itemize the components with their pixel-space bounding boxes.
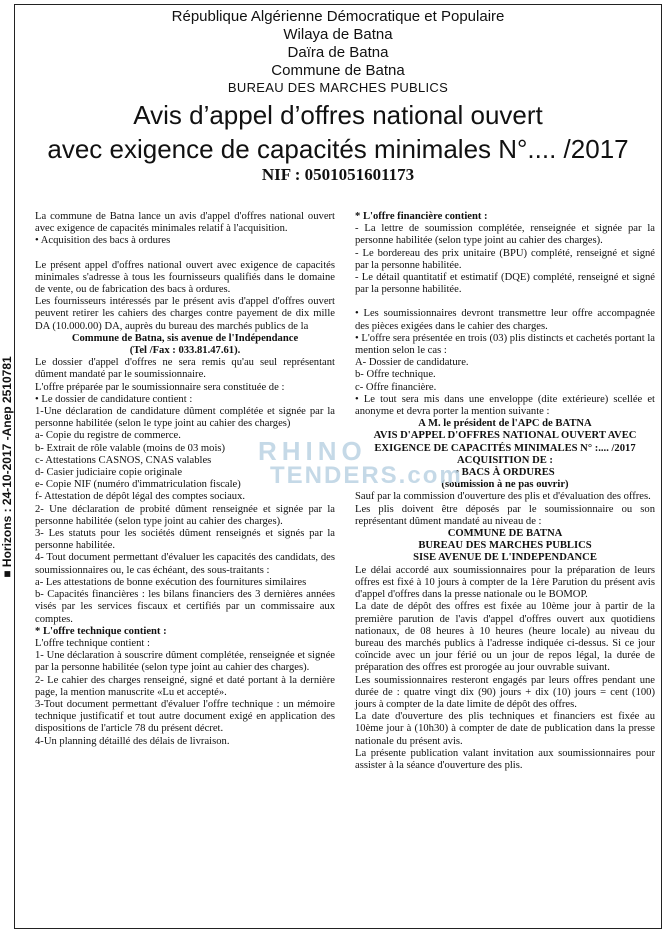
address-line: (soumission à ne pas ouvrir)	[441, 479, 569, 491]
paragraph: Commune de Batna, sis avenue de l'Indépendance	[71, 332, 299, 344]
watermark-line-1: RHINO	[258, 436, 367, 466]
paragraph: c- Offre financière.	[355, 381, 437, 393]
paragraph: b- Capacités financières : les bilans financiers des 3 dernières années visés par les services fiscaux et certifiés par un commissaire aux comptes.	[35, 589, 335, 625]
section-heading: * L'offre financière contient :	[355, 211, 488, 222]
section-heading: * L'offre technique contient :	[35, 625, 167, 637]
paragraph: a- Copie du registre de commerce.	[35, 430, 181, 442]
paragraph: c- Attestations CASNOS, CNAS valables	[35, 454, 212, 466]
paragraph: 3- Les statuts pour les sociétés dûment renseignés et signés par la personne habilitée.	[35, 528, 335, 552]
title-line-1: Avis d’appel d’offres national ouvert	[133, 100, 543, 130]
paragraph: f- Attestation de dépôt légal des comptes sociaux.	[35, 491, 246, 503]
paragraph: Les plis doivent être déposés par le soumissionnaire ou son représentant dûment mandaté au niveau de :	[355, 503, 655, 527]
paragraph: 4- Tout document permettant d'évaluer les capacités des candidats, des soumissionnaires ou, le cas échéant, des sous-traitants :	[35, 552, 335, 576]
publication-stamp-text: ■ Horizons : 24-10-2017 -Anep 2510781	[0, 356, 14, 578]
sidebar-publication-stamp	[0, 0, 14, 935]
paragraph: • Le tout sera mis dans une enveloppe (dite extérieure) scellée et anonyme et devra porter la mention suivante :	[355, 393, 655, 418]
address-line: BUREAU DES MARCHES PUBLICS	[418, 540, 592, 552]
paragraph: a- Les attestations de bonne exécution des fournitures similaires	[35, 576, 307, 588]
watermark-line-2: TENDERS.com	[270, 462, 463, 489]
nif-line: NIF : 0501051601173	[261, 165, 415, 184]
paragraph: - Le bordereau des prix unitaire (BPU) complété, renseigné et signé par la personne habilitée.	[355, 247, 655, 271]
address-line: ACQUISITION DE :	[457, 454, 553, 466]
paragraph: 3-Tout document permettant d'évaluer l'offre technique : un mémoire technique justificatif et tout autre document exigé en application des dispositions de l'article 78 du présent décret.	[35, 698, 335, 735]
paragraph: 4-Un planning détaillé des délais de livraison.	[35, 735, 230, 747]
paragraph: La présente publication valant invitation aux soumissionnaires pour assister à la séance d'ouverture des plis.	[355, 747, 655, 771]
address-line: SISE AVENUE DE L'INDEPENDANCE	[413, 552, 597, 564]
paragraph: b- Offre technique.	[355, 369, 436, 381]
bureau-line: BUREAU DES MARCHES PUBLICS	[227, 80, 449, 95]
paragraph: 1- Une déclaration à souscrire dûment complétée, renseignée et signée par la personne habilitée (selon type joint au cahier des charges).	[35, 650, 335, 674]
paragraph: • L'offre sera présentée en trois (03) plis distincts et cachetés portant la mention selon le cas :	[355, 332, 655, 357]
paragraph: L'offre technique contient :	[35, 637, 150, 649]
right-column	[355, 211, 655, 772]
paragraph: 1-Une déclaration de candidature dûment complétée et signée par la personne habilitée (selon le type joint au cahier des charges)	[35, 406, 335, 430]
document-header	[18, 6, 658, 186]
paragraph: • Les soumissionnaires devront transmettre leur offre accompagnée des pièces exigées dans le cahier des charges.	[355, 308, 655, 332]
address-line: • BACS À ORDURES	[455, 467, 555, 479]
paragraph: La date d'ouverture des plis techniques et financiers est fixée au 10ème jour à (10h30) à compter de date de publication dans la presse nationale du présent avis.	[355, 711, 655, 747]
title-line-2: avec exigence de capacités minimales N°.... /2017	[47, 134, 629, 164]
paragraph: L'offre préparée par le soumissionnaire sera constituée de :	[35, 381, 285, 393]
paragraph: • Le dossier de candidature contient :	[35, 393, 193, 405]
paragraph: La date de dépôt des offres est fixée au 10ème jour à partir de la première parution de l'avis d'appel d'offres ouvert aux quotidiens nationaux, de 08 heures à 10 heures (heure locale) au niveau du bureau des marchés publics à l'adresse indiquée ci-dessus. Si ce jour coïncide avec un jour férié ou un jour de repos légal, la durée de préparation des offres est prorogée au jour ouvrable suivant.	[355, 601, 655, 674]
daira-line: Daïra de Batna	[287, 44, 389, 61]
paragraph: 2- Le cahier des charges renseigné, signé et daté portant à la dernière page, la mention manuscrite «Lu et accepté».	[35, 674, 335, 698]
wilaya-line: Wilaya de Batna	[283, 26, 393, 43]
paragraph: 2- Une déclaration de probité dûment renseignée et signée par la personne habilitée (selon type joint au cahier des charges).	[35, 503, 335, 527]
paragraph: La commune de Batna lance un avis d'appel d'offres national ouvert avec exigence de capacités minimales relatif à l'acquisition.	[35, 211, 335, 235]
paragraph: Les fournisseurs intéressés par le présent avis d'appel d'offres ouvert peuvent retirer les cahiers des charges contre payement de dix mille DA (10.000.00) DA, auprès du bureau des marchés publics de la	[35, 296, 335, 332]
republic-line: République Algérienne Démocratique et Populaire	[171, 8, 505, 25]
paragraph: (Tel /Fax : 033.81.47.61).	[129, 345, 241, 357]
paragraph: A- Dossier de candidature.	[355, 357, 469, 369]
paragraph: Le délai accordé aux soumissionnaires pour la préparation de leurs offres est fixé à 10 jours à compter de la 1ère Parution du présent avis d'appel d'offres dans la presse nationale ou le BOMOP.	[355, 564, 655, 601]
paragraph: Le présent appel d'offres national ouvert avec exigence de capacités minimales s'adresse à tous les fournisseurs qualifiés dans le domaine de vente, ou de fabrication des bacs à ordures.	[35, 259, 335, 296]
paragraph: d- Casier judiciaire copie originale	[35, 467, 183, 479]
address-line: COMMUNE DE BATNA	[447, 528, 563, 540]
commune-line: Commune de Batna	[271, 62, 405, 79]
paragraph: b- Extrait de rôle valable (moins de 03 mois)	[35, 442, 226, 454]
paragraph: • Acquisition des bacs à ordures	[35, 235, 171, 247]
paragraph: Les soumissionnaires resteront engagés par leurs offres pendant une durée de : quatre vingt dix (90) jours + dix (10) jours = cent (100) jours à compter de la date limite de dépôt des offres.	[355, 674, 655, 710]
left-column	[35, 211, 335, 748]
paragraph: - La lettre de soumission complétée, renseignée et signée par la personne habilitée (selon type joint au cahier des charges).	[355, 223, 655, 247]
paragraph: e- Copie NIF (numéro d'immatriculation fiscale)	[35, 479, 241, 491]
paragraph: Le dossier d'appel d'offres ne sera remis qu'au seul représentant dûment mandaté par le soumissionnaire.	[35, 357, 335, 381]
address-line: AVIS D'APPEL D'OFFRES NATIONAL OUVERT AVEC EXIGENCE DE CAPACITÉS MINIMALES N° :.... /2017	[373, 430, 637, 454]
paragraph: Sauf par la commission d'ouverture des plis et d'évaluation des offres.	[355, 491, 651, 503]
paragraph: - Le détail quantitatif et estimatif (DQE) complété, renseigné et signé par la personne habilitée.	[355, 272, 655, 296]
address-line: A M. le président de l'APC de BATNA	[418, 418, 592, 430]
